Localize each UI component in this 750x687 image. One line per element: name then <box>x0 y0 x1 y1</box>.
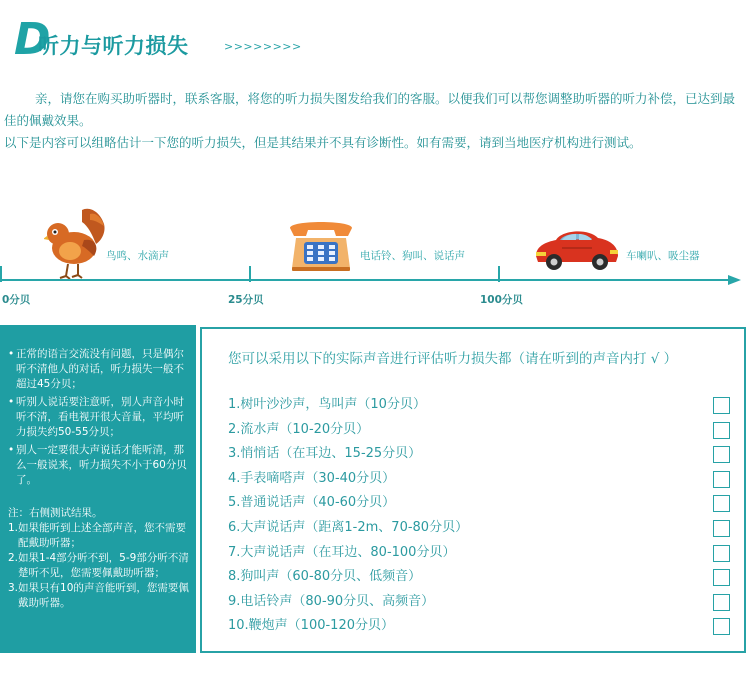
sound-label-low: 鸟鸣、水滴声 <box>106 250 169 262</box>
test-item <box>228 442 728 467</box>
sound-label-high: 车喇叭、吸尘器 <box>626 250 700 262</box>
test-item-label: 1.树叶沙沙声，鸟叫声（10分贝） <box>228 397 426 412</box>
test-item-label: 8.狗叫声（60-80分贝、低频音） <box>228 569 422 585</box>
test-checkbox[interactable] <box>713 618 730 635</box>
test-checkbox[interactable] <box>713 545 730 562</box>
scale-arrow <box>728 275 741 285</box>
test-item-label: 6.大声说话声（距离1-2m、70-80分贝） <box>228 519 469 535</box>
test-item <box>228 418 728 443</box>
scale-axis <box>0 279 736 281</box>
note-item: 2.如果1-4部分听不到，5-9部分听不清楚听不见，您需要佩戴助听器； <box>8 552 189 579</box>
telephone-icon <box>286 218 356 276</box>
test-item <box>228 491 728 516</box>
title-arrows: >>>>>>>> <box>224 40 302 53</box>
test-item-label: 4.手表嘀嗒声（30-40分贝） <box>228 470 396 486</box>
car-icon <box>532 226 622 276</box>
test-item-label: 9.电话铃声（80-90分贝、高频音） <box>228 593 435 609</box>
symptom-item: • 听别人说话要注意听，别人声音小时听不清，看电视开很大音量，平均听力损失约50-55分贝； <box>8 395 190 440</box>
decibel-scale <box>0 196 750 308</box>
test-item <box>228 393 728 418</box>
bird-icon <box>44 204 110 284</box>
test-list <box>228 393 728 639</box>
scale-label-100: 100分贝 <box>480 294 523 306</box>
test-checkbox[interactable] <box>713 397 730 414</box>
scale-tick <box>0 266 2 282</box>
test-checkbox[interactable] <box>713 569 730 586</box>
test-item <box>228 614 728 639</box>
test-checkbox[interactable] <box>713 446 730 463</box>
test-item-label: 5.普通说话声（40-60分贝） <box>228 495 396 511</box>
intro-paragraph-2: 以下是内容可以组略估计一下您的听力损失，但是其结果并不具有诊断性。如有需要，请到当地医疗机构进行测试。 <box>4 135 642 150</box>
scale-tick <box>249 266 251 282</box>
test-item <box>228 541 728 566</box>
test-checkbox[interactable] <box>713 422 730 439</box>
test-checkbox[interactable] <box>713 495 730 512</box>
test-item <box>228 467 728 492</box>
test-checkbox[interactable] <box>713 594 730 611</box>
symptom-item: • 别人一定要很大声说话才能听清，那么一般说来，听力损失不小于60分贝了。 <box>8 443 190 488</box>
result-notes <box>8 506 190 611</box>
test-instruction: 您可以采用以下的实际声音进行评估听力损失都（请在听到的声音内打 √ ） <box>228 351 678 367</box>
test-item-label: 3.悄悄话（在耳边、15-25分贝） <box>228 446 422 462</box>
test-checkbox[interactable] <box>713 471 730 488</box>
note-item: 3.如果只有10的声音能听到，您需要佩戴助听器。 <box>8 582 189 609</box>
test-item-label: 7.大声说话声（在耳边、80-100分贝） <box>228 544 456 560</box>
sound-label-mid: 电话铃、狗叫、说话声 <box>360 250 465 262</box>
title-text: 听力与听力损失 <box>38 34 189 58</box>
note-title: 注：右侧测试结果。 <box>8 507 103 519</box>
scale-label-25: 25分贝 <box>228 294 264 306</box>
intro-text <box>4 88 746 154</box>
test-item <box>228 516 728 541</box>
note-item: 1.如果能听到上述全部声音，您不需要配戴助听器； <box>8 522 187 549</box>
title-letter: D <box>14 14 51 65</box>
sound-test-panel <box>200 327 746 653</box>
test-item <box>228 590 728 615</box>
intro-paragraph-1: 亲，请您在购买助听器时，联系客服，将您的听力损失图发给我们的客服。以便我们可以帮您调整助听器的听力补偿，已达到最佳的佩戴效果。 <box>4 91 736 128</box>
page-title <box>14 14 302 65</box>
test-checkbox[interactable] <box>713 520 730 537</box>
symptom-list <box>8 347 190 488</box>
test-item <box>228 565 728 590</box>
test-item-label: 10.鞭炮声（100-120分贝） <box>228 618 394 634</box>
scale-tick <box>498 266 500 282</box>
scale-label-0: 0分贝 <box>2 294 31 306</box>
test-item-label: 2.流水声（10-20分贝） <box>228 421 370 437</box>
hearing-guide-panel <box>0 325 196 653</box>
symptom-item: • 正常的语言交流没有问题，只是偶尔听不清他人的对话，听力损失一般不超过45分贝； <box>8 347 190 392</box>
